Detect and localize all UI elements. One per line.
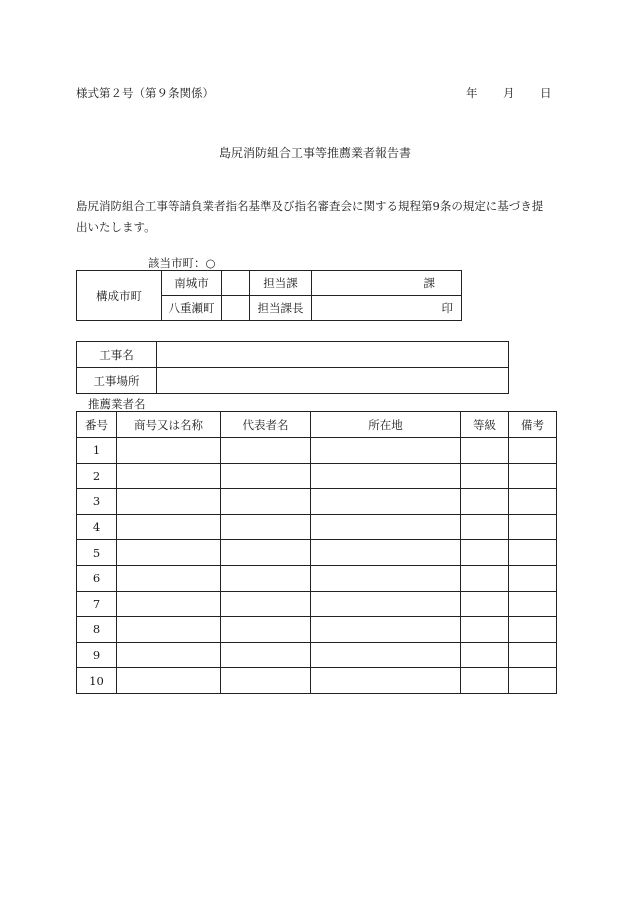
cell-remarks[interactable] xyxy=(509,668,557,694)
table-row xyxy=(77,565,557,591)
cell-address[interactable] xyxy=(311,540,461,566)
cell-address[interactable] xyxy=(311,617,461,643)
project-table xyxy=(76,341,509,394)
row-number: 3 xyxy=(77,489,117,515)
cell-remarks[interactable] xyxy=(509,438,557,464)
date-year: 年 xyxy=(466,86,478,100)
cell-company-name[interactable] xyxy=(117,489,221,515)
row-number: 9 xyxy=(77,642,117,668)
row-number: 4 xyxy=(77,514,117,540)
cell-grade[interactable] xyxy=(461,540,509,566)
project-location-value[interactable] xyxy=(157,368,509,394)
cell-remarks[interactable] xyxy=(509,514,557,540)
table-row xyxy=(77,617,557,643)
recommended-label: 推薦業者名 xyxy=(88,397,146,411)
form-number: 様式第２号（第９条関係） xyxy=(76,86,214,100)
intro-line-2: 出いたします。 xyxy=(76,220,156,234)
header-grade: 等級 xyxy=(461,412,509,438)
member-role-value[interactable] xyxy=(312,271,462,296)
table-row xyxy=(77,642,557,668)
cell-address[interactable] xyxy=(311,463,461,489)
table-row xyxy=(77,463,557,489)
cell-remarks[interactable] xyxy=(509,642,557,668)
cell-representative[interactable] xyxy=(221,438,311,464)
row-number: 10 xyxy=(77,668,117,694)
cell-representative[interactable] xyxy=(221,489,311,515)
cell-address[interactable] xyxy=(311,565,461,591)
date-field xyxy=(466,85,552,101)
cell-representative[interactable] xyxy=(221,617,311,643)
header-address: 所在地 xyxy=(311,412,461,438)
row-number: 6 xyxy=(77,565,117,591)
cell-remarks[interactable] xyxy=(509,540,557,566)
project-name-value[interactable] xyxy=(157,342,509,368)
table-row xyxy=(77,668,557,694)
table-row xyxy=(77,540,557,566)
cell-company-name[interactable] xyxy=(117,617,221,643)
cell-grade[interactable] xyxy=(461,617,509,643)
cell-address[interactable] xyxy=(311,514,461,540)
row-number: 1 xyxy=(77,438,117,464)
cell-address[interactable] xyxy=(311,489,461,515)
table-row xyxy=(77,489,557,515)
cell-remarks[interactable] xyxy=(509,565,557,591)
member-city-check[interactable] xyxy=(222,296,250,321)
cell-grade[interactable] xyxy=(461,642,509,668)
cell-representative[interactable] xyxy=(221,591,311,617)
member-role-value[interactable] xyxy=(312,296,462,321)
member-city-name: 南城市 xyxy=(162,271,222,296)
cell-representative[interactable] xyxy=(221,514,311,540)
header-remarks: 備考 xyxy=(509,412,557,438)
date-day: 日 xyxy=(540,86,552,100)
cell-remarks[interactable] xyxy=(509,463,557,489)
member-role-suffix: 印 xyxy=(441,301,453,315)
member-role-suffix: 課 xyxy=(423,276,435,290)
row-number: 5 xyxy=(77,540,117,566)
date-month: 月 xyxy=(503,86,515,100)
member-role-label: 担当課長 xyxy=(250,296,312,321)
cell-address[interactable] xyxy=(311,591,461,617)
cell-address[interactable] xyxy=(311,642,461,668)
table-row xyxy=(77,591,557,617)
cell-grade[interactable] xyxy=(461,489,509,515)
member-city-check[interactable] xyxy=(222,271,250,296)
header-number: 番号 xyxy=(77,412,117,438)
cell-company-name[interactable] xyxy=(117,463,221,489)
cell-representative[interactable] xyxy=(221,668,311,694)
cell-company-name[interactable] xyxy=(117,514,221,540)
cell-grade[interactable] xyxy=(461,514,509,540)
member-city-name: 八重瀬町 xyxy=(162,296,222,321)
cell-address[interactable] xyxy=(311,438,461,464)
project-name-label: 工事名 xyxy=(77,342,157,368)
row-number: 2 xyxy=(77,463,117,489)
row-number: 7 xyxy=(77,591,117,617)
cell-grade[interactable] xyxy=(461,591,509,617)
document-title: 島尻消防組合工事等推薦業者報告書 xyxy=(218,146,411,160)
cell-remarks[interactable] xyxy=(509,617,557,643)
row-number: 8 xyxy=(77,617,117,643)
table-row xyxy=(77,438,557,464)
member-role-label: 担当課 xyxy=(250,271,312,296)
cell-grade[interactable] xyxy=(461,438,509,464)
project-location-label: 工事場所 xyxy=(77,368,157,394)
cell-company-name[interactable] xyxy=(117,642,221,668)
cell-company-name[interactable] xyxy=(117,591,221,617)
cell-company-name[interactable] xyxy=(117,540,221,566)
cell-remarks[interactable] xyxy=(509,489,557,515)
table-row xyxy=(77,514,557,540)
vendor-table xyxy=(76,411,557,694)
cell-company-name[interactable] xyxy=(117,668,221,694)
applicable-town: 該当市町：○ xyxy=(148,256,216,270)
cell-remarks[interactable] xyxy=(509,591,557,617)
cell-grade[interactable] xyxy=(461,565,509,591)
member-city-table xyxy=(76,270,462,321)
cell-company-name[interactable] xyxy=(117,438,221,464)
header-representative: 代表者名 xyxy=(221,412,311,438)
cell-representative[interactable] xyxy=(221,463,311,489)
cell-representative[interactable] xyxy=(221,565,311,591)
header-company-name: 商号又は名称 xyxy=(117,412,221,438)
cell-grade[interactable] xyxy=(461,463,509,489)
cell-company-name[interactable] xyxy=(117,565,221,591)
intro-line-1: 島尻消防組合工事等請負業者指名基準及び指名審査会に関する規程第9条の規定に基づき提 xyxy=(76,199,544,213)
cell-representative[interactable] xyxy=(221,642,311,668)
member-group-label: 構成市町 xyxy=(77,271,162,321)
cell-address[interactable] xyxy=(311,668,461,694)
cell-grade[interactable] xyxy=(461,668,509,694)
cell-representative[interactable] xyxy=(221,540,311,566)
